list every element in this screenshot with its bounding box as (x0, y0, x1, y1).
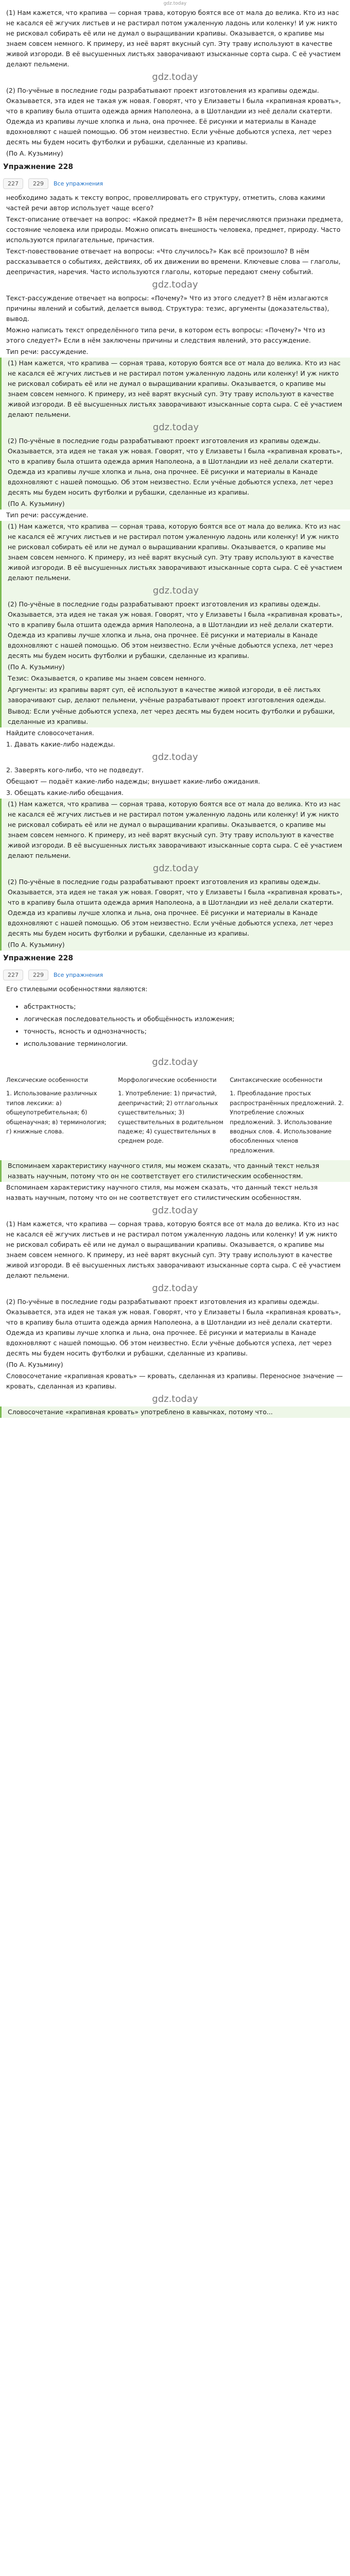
answer2-author: (По А. Кузьмину) (8, 663, 65, 671)
table-header: Синтаксические особенности (230, 1076, 323, 1083)
note1-repeat: Вспоминаем характеристику научного стиля, мы можем сказать, что данный текст нельзя назвать научным, потому что он не соответствует его стилистическим особенностям. (6, 1183, 318, 1202)
q4: Можно написать текст определённого типа речи, в котором есть вопросы: «Почему?» Что из этого следует?» Если в нём заключены причины и следствия явлений, это рассуждение. (6, 326, 325, 344)
pager-2 (0, 967, 350, 984)
style-list (3, 1002, 347, 1049)
author-line: (По А. Кузьмину) (6, 149, 63, 158)
next-button-2[interactable]: 229 (28, 970, 48, 981)
final-note: Словосочетание «крапивная кровать» — кровать, сделанная из крапивы. Переносное значение — кровать, сделанная из крапивы. (6, 1371, 343, 1390)
exercise-title: Упражнение 228 (3, 163, 74, 172)
answer-block-4 (0, 1160, 350, 1182)
find-item-3: 3. Обещать какие-либо обещания. (6, 789, 124, 797)
answer3-paragraph-2: (2) По-учёные в последние годы разрабатывают проект изготовления из крапивы одежды. Оказывается, эта идея не такая уж новая. Говорят, что у Елизаветы I была «крапивная кровать», что в крапиву была отшита одежда армия Наполеона, а в Шотландии из неё делали скатерти. Одежда из крапивы лучше хлопка и льна, она прочнее. Её рисунки и материалы в Канаде вдохновляют с нашей помощью. Об этом неизвестно. Если учёные добьются успеха, лет через десять мы будем носить футболки и рубашки, сделанные из крапивы. (8, 878, 343, 938)
watermark-5: gdz.today (152, 751, 198, 762)
exercise-title-2: Упражнение 228 (3, 954, 74, 963)
answer-block-1 (0, 358, 350, 510)
pager (0, 175, 350, 193)
text-block-1 (0, 7, 350, 159)
conclusion: Вывод: Если учёные добьются успеха, лет через десять мы будем носить футболки и рубашки, сделанные из крапивы. (8, 707, 335, 725)
answer-paragraph-2: (2) По-учёные в последние годы разрабатывают проект изготовления из крапивы одежды. Оказывается, эта идея не такая уж новая. Говорят, что у Елизаветы I была «крапивная кровать», что в крапиву была отшита одежда армия Наполеона, а в Шотландии из неё делали скатерти. Одежда из крапивы лучше хлопка и льна, она прочнее. Её рисунки и материалы в Канаде вдохновляют с нашей помощью. Об этом неизвестно. Если учёные добьются успеха, лет через десять мы будем носить футболки и рубашки, сделанные из крапивы. (8, 436, 343, 496)
table-cell: 1. Преобладание простых распространённых предложений. 2. Употребление сложных предложений. 3. Использование вводных слов. 4. Использование обособленных членов предложения. (230, 1090, 344, 1154)
table-cell: 1. Использование различных типов лексики: а) общеупотребительная; б) общенаучная; в) терминология; г) книжные слова. (6, 1090, 107, 1135)
answer3-author: (По А. Кузьмину) (8, 941, 65, 949)
thesis: Тезис: Оказывается, о крапиве мы знаем совсем немного. (8, 674, 206, 682)
repeat-paragraph-1: (1) Нам кажется, что крапива — сорная трава, которую боятся все от мала до велика. Кто из нас не касался её жгучих листьев и не растирал потом ужаленную ладонь или коленку! И уж никто не рисковал собирать её или не думал о выращивании крапивы. Оказывается, о крапиве мы знаем совсем немного. К примеру, из неё варят вкусный суп. Эту траву используют в качестве живой изгороди. В её высушенных листьях заворачивают изысканные сорта сыра. С её участием делают пельмени. (6, 1219, 341, 1279)
answer3-paragraph-1: (1) Нам кажется, что крапива — сорная трава, которую боятся все от мала до велика. Кто из нас не касался её жгучих листьев и не растирал потом ужаленную ладонь или коленку! И уж никто не рисковал собирать её или не думал о выращивании крапивы. Оказывается, о крапиве мы знаем совсем немного. К примеру, из неё варят вкусный суп. Эту траву используют в качестве живой изгороди. В её высушенных листьях заворачивают изысканные сорта сыра. С её участием делают пельмени. (8, 800, 342, 860)
all-exercises-link[interactable]: Все упражнения (54, 180, 103, 187)
features-table (3, 1073, 347, 1157)
style-block (0, 984, 350, 1070)
all-exercises-link-2[interactable]: Все упражнения (54, 971, 103, 978)
answer-author: (По А. Кузьмину) (8, 499, 65, 507)
table-row (3, 1087, 347, 1157)
style-header: Его стилевыми особенностями являются: (6, 985, 148, 993)
style-item: • абстрактность; (24, 1002, 347, 1012)
next-button[interactable]: 229 (28, 178, 48, 190)
final-note-2: Словосочетание «крапивная кровать» употреблено в кавычках, потому что... (8, 1408, 273, 1416)
repeat-author: (По А. Кузьмину) (6, 1360, 63, 1368)
find-item-1: 1. Давать какие-либо надежды. (6, 740, 115, 748)
features-table-wrap (0, 1070, 350, 1160)
args: Аргументы: из крапивы варят суп, её используют в качестве живой изгороди, в её листьях заворачивают сыр, делают пельмени, учёные разрабатывают проект изготовления одежды. (8, 685, 326, 704)
watermark-3: gdz.today (152, 421, 199, 433)
style-item: • логическая последовательность и обобщённость изложения; (24, 1014, 347, 1024)
prev-button[interactable]: 227 (3, 178, 23, 190)
note1: Вспоминаем характеристику научного стиля, мы можем сказать, что данный текст нельзя назвать научным, потому что он не соответствует его стилистическим особенностям. (8, 1162, 320, 1180)
answer-block-5 (0, 1406, 350, 1418)
dispute-label: Обещают — подаёт какие-либо надежды; внушает какие-либо ожидания. (6, 777, 260, 786)
answer2-paragraph-2: (2) По-учёные в последние годы разрабатывают проект изготовления из крапивы одежды. Оказывается, эта идея не такая уж новая. Говорят, что у Елизаветы I была «крапивная кровать», что в крапиву была отшита одежда армия Наполеона, а в Шотландии из неё делали скатерти. Одежда из крапивы лучше хлопка и льна, она прочнее. Её рисунки и материалы в Канаде вдохновляют с нашей помощью. Об этом неизвестно. Если учёные добьются успеха, лет через десять мы будем носить футболки и рубашки, сделанные из крапивы. (8, 600, 343, 659)
find-label: Найдите словосочетания. (6, 728, 94, 737)
watermark-8: gdz.today (152, 1205, 198, 1216)
type-header: Тип речи: рассуждение. (6, 347, 89, 355)
q3: Текст-рассуждение отвечает на вопросы: «Почему?» Что из этого следует? В нём излагаются причины явлений и событий, делается вывод. Структура: тезис, аргументы (доказательства), вывод. (6, 294, 329, 323)
repeat-paragraph-2: (2) По-учёные в последние годы разрабатывают проект изготовления из крапивы одежды. Оказывается, эта идея не такая уж новая. Говорят, что у Елизаветы I была «крапивная кровать», что в крапиву была отшита одежда армия Наполеона, а в Шотландии из неё делали скатерти. Одежда из крапивы лучше хлопка и льна, она прочнее. Её рисунки и материалы в Канаде вдохновляют с нашей помощью. Об этом неизвестно. Если учёные добьются успеха, лет через десять мы будем носить футболки и рубашки, сделанные из крапивы. (6, 1297, 341, 1357)
answer-block-3 (0, 799, 350, 951)
table-cell: 1. Употребление: 1) причастий, деепричастий; 2) отглагольных существительных; 3) существительных в родительном падеже; 4) существительных в среднем роде. (118, 1090, 223, 1145)
answer-block-2 (0, 521, 350, 727)
prev-button-2[interactable]: 227 (3, 970, 23, 981)
answer2-paragraph-1: (1) Нам кажется, что крапива — сорная трава, которую боятся все от мала до велика. Кто из нас не касался её жгучих листьев и не растирал потом ужаленную ладонь или коленку! И уж никто не рисковал собирать её или не думал о выращивании крапивы. Оказывается, о крапиве мы знаем совсем немного. К примеру, из неё варят вкусный суп. Эту траву используют в качестве живой изгороди. В её высушенных листьях заворачивают изысканные сорта сыра. С её участием делают пельмени. (8, 522, 342, 582)
watermark-10: gdz.today (152, 1393, 198, 1404)
table-header: Лексические особенности (6, 1076, 88, 1083)
q1: Текст-описание отвечает на вопрос: «Какой предмет?» В нём перечисляются признаки предмета, состояние человека или природы. Можно описать внешность человека, предмет, природу. Часто используются прилагательные, причастия. (6, 215, 343, 244)
type-header-2: Тип речи: рассуждение. (6, 511, 89, 519)
watermark-9: gdz.today (152, 1282, 198, 1294)
watermark-1: gdz.today (152, 72, 198, 83)
task-text: необходимо задать к тексту вопрос, провеллировать его структуру, отметить, слова какими частей речи автор использует чаще всего? (6, 194, 325, 212)
style-item: • точность, ясность и однозначность; (24, 1026, 347, 1037)
watermark-7: gdz.today (152, 1057, 198, 1068)
q2: Текст-повествование отвечает на вопросы: «Что случилось?» Как всё произошло? В нём рассказывается о событиях, действиях, об их движении во времени. Ключевые слова — глаголы, деепричастия, наречия. Часто используются глаголы, которые передают смену событий. (6, 247, 341, 276)
task-block (0, 192, 350, 358)
paragraph-1: (1) Нам кажется, что крапива — сорная трава, которую боятся все от мала до велика. Кто из нас не касался её жгучих листьев и не растирал потом ужаленную ладонь или коленку! И уж никто не рисковал собирать её или не думал о выращивании крапивы. Оказывается, о крапиве мы знаем совсем немного. К примеру, из неё варят вкусный суп. Эту траву используют в качестве живой изгороди. В её высушенных листьях заворачивают изысканные сорта сыра. С её участием делают пельмени. (6, 9, 341, 69)
find-block (0, 727, 350, 799)
table-header: Морфологические особенности (118, 1076, 217, 1083)
paragraph-2: (2) По-учёные в последние годы разрабатывают проект изготовления из крапивы одежды. Оказывается, эта идея не такая уж новая. Говорят, что у Елизаветы I была «крапивная кровать», что в крапиву была отшита одежда армия Наполеона, а в Шотландии из неё делали скатерти. Одежда из крапивы лучше хлопка и льна, она прочнее. Её рисунки и материалы в Канаде вдохновляют с нашей помощью. Об этом неизвестно. Если учёные добьются успеха, лет через десять мы будем носить футболки и рубашки, сделанные из крапивы. (6, 87, 341, 146)
watermark-6: gdz.today (152, 863, 199, 874)
watermark-2: gdz.today (152, 279, 198, 291)
table-header-row (3, 1073, 347, 1087)
watermark-4: gdz.today (152, 585, 199, 596)
style-item: • использование терминологии. (24, 1039, 347, 1049)
repeat-block (0, 1182, 350, 1406)
answer-paragraph-1: (1) Нам кажется, что крапива — сорная трава, которую боятся все от мала до велика. Кто из нас не касался её жгучих листьев и не растирал потом ужаленную ладонь или коленку! И уж никто не рисковал собирать её или не думал о выращивании крапивы. Оказывается, о крапиве мы знаем совсем немного. К примеру, из неё варят вкусный суп. Эту траву используют в качестве живой изгороди. В её высушенных листьях заворачивают изысканные сорта сыра. С её участием делают пельмени. (8, 359, 342, 418)
type-block (0, 510, 350, 521)
find-item-2: 2. Заверять кого-либо, что не подведут. (6, 766, 144, 774)
brand-watermark-top: gdz.today (163, 1, 187, 6)
